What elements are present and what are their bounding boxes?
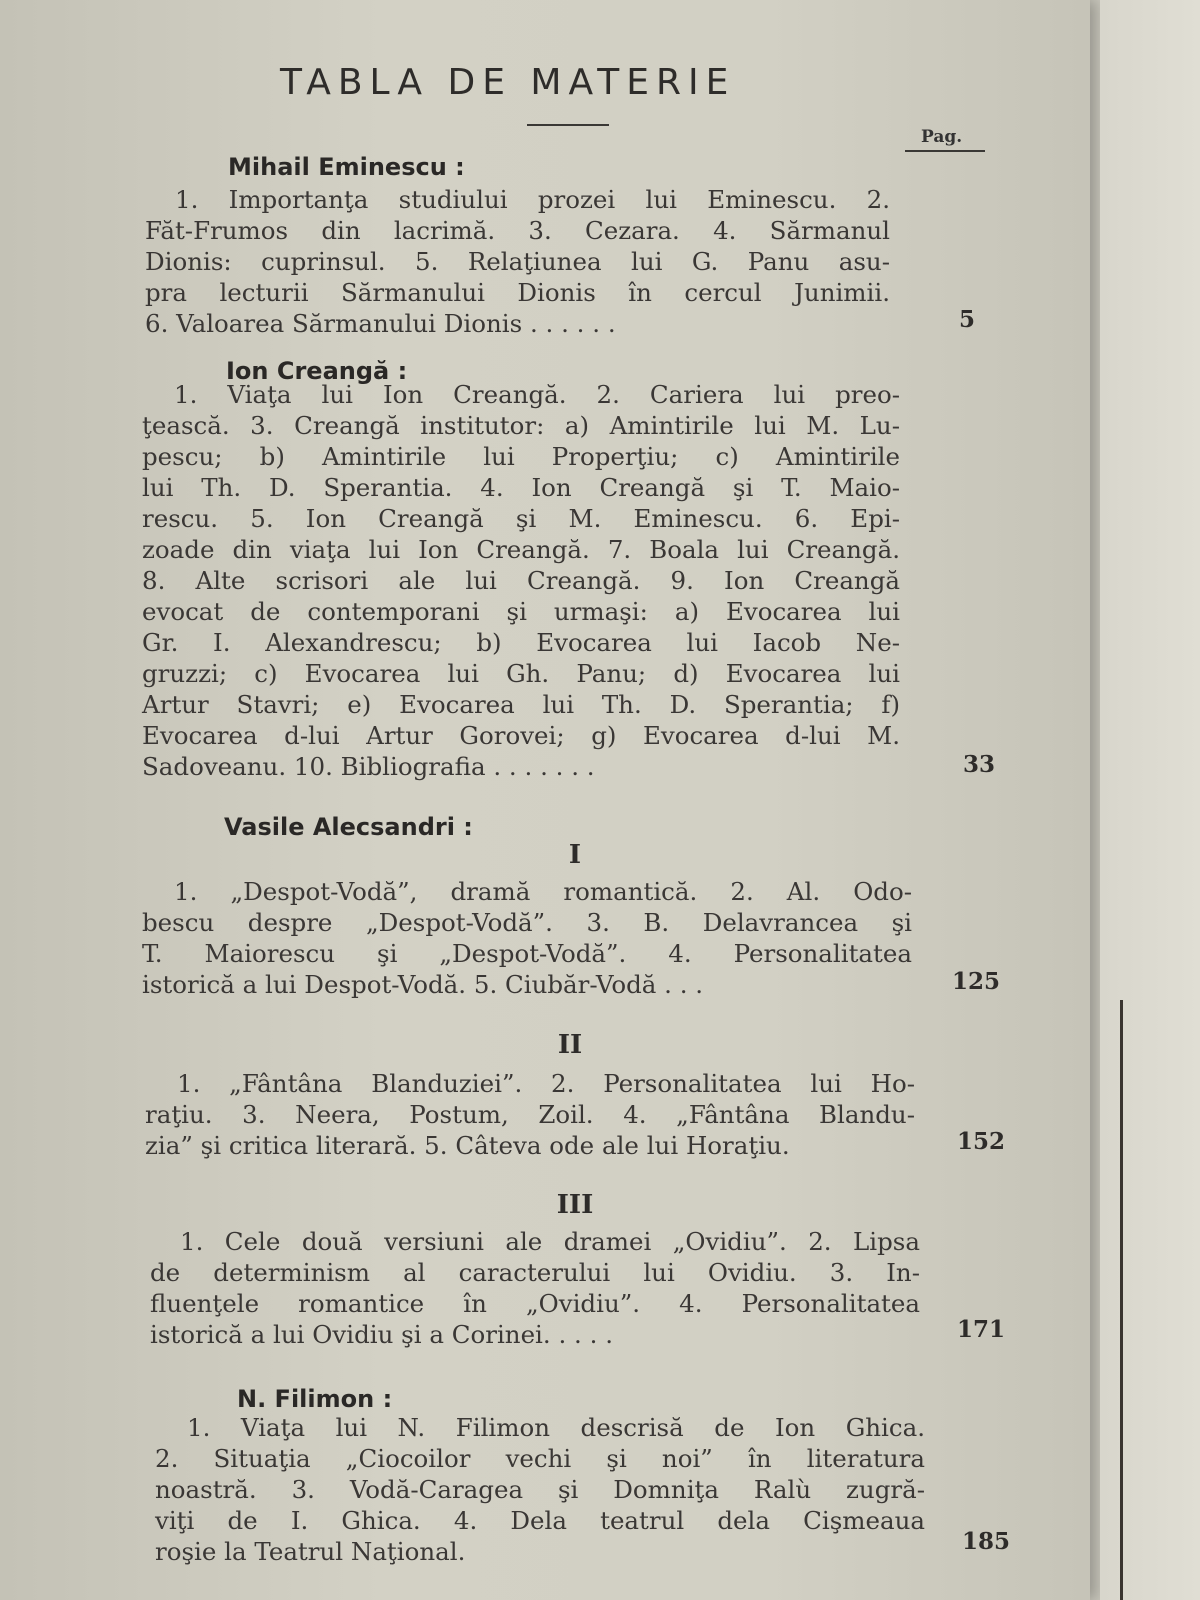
entry-line: de determinism al caracterului lui Ovidiu. 3. In- [150,1258,920,1287]
page-number: 125 [951,968,1000,995]
entry-line: Gr. I. Alexandrescu; b) Evocarea lui Iacob Ne- [142,628,900,657]
entry-line: roşie la Teatrul Naţional. [155,1537,466,1566]
entry-line: istorică a lui Despot-Vodă. 5. Ciubăr-Vodă . . . [142,970,704,999]
toc-entry-alecsandri-2 [145,1068,915,1161]
author-heading-eminescu: Mihail Eminescu : [228,153,465,181]
entry-line: 1. Importanţa studiului prozei lui Eminescu. 2. [175,185,890,214]
entry-line: Evocarea d-lui Artur Gorovei; g) Evocarea d-lui M. [142,721,900,750]
entry-line: 1. Viaţa lui Ion Creangă. 2. Cariera lui preo- [174,380,900,409]
page-number: 171 [956,1316,1005,1343]
entry-line: ţească. 3. Creangă institutor: a) Amintirile lui M. Lu- [142,411,900,440]
title-divider [527,124,609,126]
entry-line: 1. Cele două versiuni ale dramei „Ovidiu”. 2. Lipsa [180,1227,920,1256]
page-number: 33 [962,751,995,778]
toc-entry-alecsandri-3 [150,1226,920,1350]
entry-line: istorică a lui Ovidiu şi a Corinei. . . . . [150,1320,613,1349]
toc-entry-eminescu [145,184,890,339]
part-numeral: III [556,1190,594,1220]
toc-entry-filimon [155,1412,925,1567]
author-heading-creanga: Ion Creangă : [226,357,408,385]
entry-line: pescu; b) Amintirile lui Properţiu; c) Amintirile [142,442,900,471]
entry-line: 2. Situaţia „Ciocoilor vechi şi noi” în literatura [155,1444,925,1473]
entry-line: raţiu. 3. Neera, Postum, Zoil. 4. „Fântâna Blandu- [145,1100,915,1129]
page-number: 5 [958,306,975,333]
part-numeral: I [568,840,582,870]
entry-line: zoade din viaţa lui Ion Creangă. 7. Boala lui Creangă. [142,535,900,564]
entry-line: 6. Valoarea Sărmanului Dionis . . . . . . [145,309,616,338]
entry-line: Făt-Frumos din lacrimă. 3. Cezara. 4. Sărmanul [145,216,890,245]
entry-line: T. Maiorescu şi „Despot-Vodă”. 4. Personalitatea [142,939,912,968]
author-heading-filimon: N. Filimon : [237,1385,393,1413]
entry-line: zia” şi critica literară. 5. Câteva ode ale lui Horaţiu. [145,1131,790,1160]
toc-entry-alecsandri-1 [142,876,912,1000]
entry-line: evocat de contemporani şi urmaşi: a) Evocarea lui [142,597,900,626]
entry-line: pra lecturii Sărmanului Dionis în cercul Junimii. [145,278,890,307]
entry-line: Artur Stavri; e) Evocarea lui Th. D. Sperantia; f) [142,690,900,719]
page-edge-line [1120,1000,1123,1600]
adjacent-page-edge [1100,0,1200,1600]
toc-entry-creanga [142,379,900,782]
entry-line: 1. Viaţa lui N. Filimon descrisă de Ion Ghica. [187,1413,925,1442]
page-number: 185 [961,1528,1010,1555]
page-column-label: Pag. [921,127,963,147]
entry-line: gruzzi; c) Evocarea lui Gh. Panu; d) Evocarea lui [142,659,900,688]
page-title: TABLA DE MATERIE [280,62,736,103]
entry-line: 1. „Despot-Vodă”, dramă romantică. 2. Al. Odo- [174,877,912,906]
entry-line: viţi de I. Ghica. 4. Dela teatrul dela Cişmeaua [155,1506,925,1535]
author-heading-alecsandri: Vasile Alecsandri : [224,813,473,841]
entry-line: 1. „Fântâna Blanduziei”. 2. Personalitatea lui Ho- [177,1069,915,1098]
page-column-divider [905,150,985,152]
entry-line: rescu. 5. Ion Creangă şi M. Eminescu. 6. Epi- [142,504,900,533]
entry-line: bescu despre „Despot-Vodă”. 3. B. Delavrancea şi [142,908,912,937]
entry-line: lui Th. D. Sperantia. 4. Ion Creangă şi T. Maio- [142,473,900,502]
entry-line: Dionis: cuprinsul. 5. Relaţiunea lui G. Panu asu- [145,247,890,276]
entry-line: noastră. 3. Vodă-Caragea şi Domniţa Ralù zugră- [155,1475,925,1504]
entry-line: fluenţele romantice în „Ovidiu”. 4. Personalitatea [150,1289,920,1318]
entry-line: 8. Alte scrisori ale lui Creangă. 9. Ion Creangă [142,566,900,595]
entry-line: Sadoveanu. 10. Bibliografia . . . . . . . [142,752,595,781]
page-number: 152 [956,1128,1005,1155]
part-numeral: II [557,1030,583,1060]
